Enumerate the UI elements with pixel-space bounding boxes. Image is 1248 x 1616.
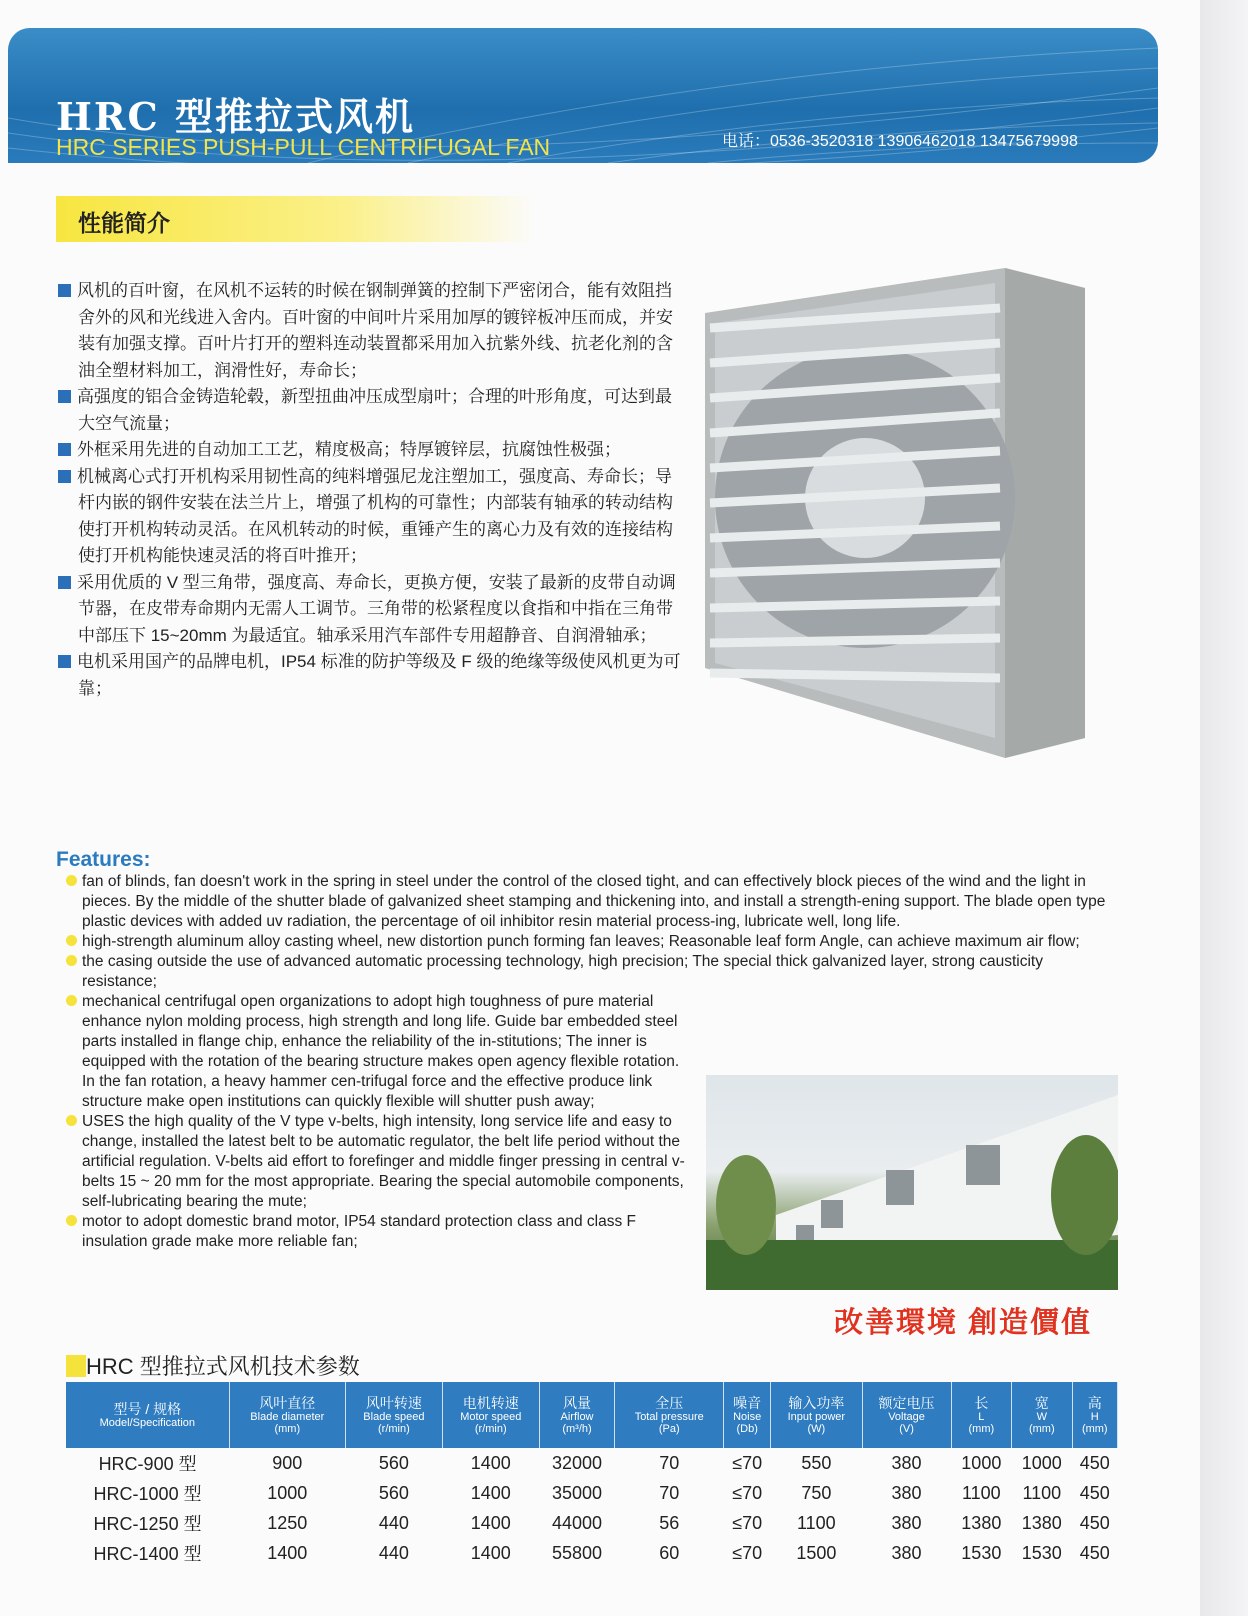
table-cell: 70 [659,1452,680,1473]
header-unit: (r/min) [378,1422,410,1435]
column-header [345,1382,442,1448]
header-en: Total pressure [634,1410,704,1423]
header-cn: 宽 [1034,1394,1049,1411]
table-cell: 1400 [470,1452,511,1473]
list-item [66,872,1116,932]
table-cell: 1380 [961,1512,1002,1533]
column-header [771,1382,862,1448]
header-en: W [1036,1410,1047,1423]
bullet-square-icon [58,576,71,589]
header-unit: (mm) [1081,1422,1108,1435]
table-row [66,1448,1118,1478]
table-cell: 1400 [470,1512,511,1533]
header-en: Airflow [560,1410,594,1423]
table-cell: HRC-1000 型 [93,1484,202,1504]
header-cn: 风叶直径 [259,1394,316,1411]
item-text: high-strength aluminum alloy casting wheel, new distortion punch forming fan leaves; Reasonable leaf form Angle, can achieve maximum air flow; [82,933,1080,950]
header-unit: (r/min) [474,1422,507,1435]
bullet-square-icon [58,284,71,297]
table-cell: 1000 [267,1482,308,1503]
header-en: L [978,1410,985,1423]
table-cell: 450 [1079,1542,1110,1563]
header-en: Model/Specification [99,1416,196,1429]
table-cell: 44000 [551,1512,603,1533]
header-cn: 输入功率 [788,1394,845,1411]
header-en: Motor speed [460,1410,522,1423]
item-text: 电机采用国产的品牌电机，IP54 标准的防护等级及 F 级的绝缘等级使风机更为可靠； [77,652,681,698]
page-subtitle: HRC SERIES PUSH-PULL CENTRIFUGAL FAN [56,134,551,160]
header-cn: 风量 [563,1394,592,1411]
bullet-square-icon [58,470,71,483]
features-heading: Features: [56,848,151,871]
header-cn: 额定电压 [878,1394,935,1411]
header-cn: 长 [974,1394,989,1411]
item-text: 风机的百叶窗，在风机不运转的时候在钢制弹簧的控制下严密闭合，能有效阻挡舍外的风和光线进入舍内。百叶窗的中间叶片采用加厚的镀锌板冲压而成，并安装有加强支撑。百叶片打开的塑料连动装置都采用加入抗紫外线、抗老化剂的含油全塑材料加工，润滑性好，寿命长； [77,281,673,380]
heading-marker-icon [66,1355,86,1377]
table-cell: ≤70 [732,1542,763,1563]
table-cell: 32000 [551,1452,603,1473]
table-cell: 70 [659,1482,680,1503]
table-cell: ≤70 [732,1452,763,1473]
bullet-dot-icon [66,935,77,946]
item-text: the casing outside the use of advanced automatic processing technology, high precision; The special thick galvanized layer, strong causticity resistance; [82,953,1043,990]
header-cn: 风叶转速 [365,1394,422,1411]
table-cell: 60 [659,1542,680,1563]
phone-numbers: 电话：0536-3520318 13906462018 13475679998 [722,133,1078,150]
item-text: 机械离心式打开机构采用韧性高的纯料增强尼龙注塑加工，强度高、寿命长；导杆内嵌的钢件安装在法兰片上，增强了机构的可靠性；内部装有轴承的转动结构使打开机构转动灵活。在风机转动的时候，重锤产生的离心力及有效的连接结构使打开机构能快速灵活的将百叶推开； [77,466,673,565]
table-cell: 35000 [551,1482,603,1503]
list-item [66,1212,690,1252]
header-en: Blade speed [363,1410,425,1423]
header-unit: (m³/h) [562,1422,592,1435]
list-item [58,437,688,464]
bullet-dot-icon [66,955,77,966]
header-cn: 电机转速 [462,1394,519,1411]
column-header [724,1382,771,1448]
table-cell: 1100 [961,1482,1001,1503]
table-cell: 1530 [961,1542,1002,1563]
header-en: Blade diameter [250,1410,325,1423]
list-item [58,570,688,650]
bullet-square-icon [58,390,71,403]
header-cn: 高 [1087,1394,1102,1411]
table-cell: 560 [378,1482,409,1503]
column-header [951,1382,1011,1448]
header-unit: (W) [807,1422,826,1435]
header-en: Input power [787,1410,846,1423]
column-header [1012,1382,1072,1448]
header-en: H [1090,1410,1099,1423]
table-cell: 750 [801,1482,832,1503]
table-row [66,1508,1118,1538]
item-text: fan of blinds, fan doesn't work in the spring in steel under the control of the closed tight, and can effectively block pieces of the wind and the light in pieces. By the middle of the shutter blade of galvanized sheet stamping and thickening into, and install a strength-ening support. The blade open type plastic devices with added uv radiation, the percentage of oil inhibitor resin material process-ing, lubricate well, long life. [82,873,1106,930]
header-cn: 全压 [655,1394,684,1411]
specs-heading-text: HRC 型推拉式风机技术参数 [86,1354,360,1379]
table-cell: 550 [801,1452,832,1473]
list-item [58,649,688,702]
table-cell: HRC-1400 型 [93,1544,202,1564]
page-title: HRC 型推拉式风机 [56,94,415,139]
table-cell: 560 [378,1452,409,1473]
header-cn: 噪音 [733,1394,762,1411]
bullet-square-icon [58,655,71,668]
list-item [66,932,1116,952]
table-cell: 900 [272,1452,303,1473]
table-cell: 1530 [1021,1542,1062,1563]
column-header [1072,1382,1117,1448]
list-item [58,464,688,570]
table-cell: HRC-900 型 [98,1454,197,1474]
header-cn: 型号 / 规格 [113,1400,182,1417]
specs-table [66,1382,1118,1568]
item-text: mechanical centrifugal open organizations to adopt high toughness of pure material enhance nylon molding process, high strength and long life. Guide bar embedded steel parts installed in flange chip, enhance the reliability of the in-stitutions; The inner is equipped with the rotation of the bearing structure makes open agency flexible rotation. In the fan rotation, a heavy hammer cen-trifugal force and the effective produce link structure make open institutions can quickly flexible will shutter push away; [82,993,680,1110]
item-text: 外框采用先进的自动加工工艺，精度极高；特厚镀锌层，抗腐蚀性极强； [77,440,621,459]
column-header [66,1382,229,1448]
page-edge [1200,0,1248,1616]
table-row [66,1538,1118,1568]
table-cell: ≤70 [732,1482,763,1503]
item-text: 高强度的铝合金铸造轮毂，新型扭曲冲压成型扇叶；合理的叶形角度，可达到最大空气流量； [77,387,672,433]
table-cell: 380 [891,1482,922,1503]
table-cell: 1000 [961,1452,1002,1473]
table-cell: HRC-1250 型 [93,1514,202,1534]
column-header [229,1382,345,1448]
table-cell: 55800 [551,1542,603,1563]
fan-product-image [705,268,1085,758]
table-row [66,1478,1118,1508]
header-unit: (mm) [1028,1422,1055,1435]
specs-heading [66,1350,360,1381]
table-cell: 380 [891,1542,922,1563]
list-item [66,952,1116,992]
greenhouse-illustration [706,1075,1118,1290]
list-item [58,278,688,384]
table-cell: 440 [378,1542,409,1563]
table-cell: 380 [891,1452,922,1473]
header-unit: (V) [899,1422,914,1435]
bullet-dot-icon [66,1215,77,1226]
table-cell: 1380 [1021,1512,1062,1533]
table-cell: 1400 [470,1542,511,1563]
table-cell: 380 [891,1512,922,1533]
table-cell: ≤70 [732,1512,763,1533]
item-text: motor to adopt domestic brand motor, IP54 standard protection class and class F insulation grade make more reliable fan; [82,1213,636,1250]
column-header [539,1382,615,1448]
greenhouse-photo [706,1075,1118,1290]
table-cell: 440 [378,1512,409,1533]
table-cell: 1100 [1022,1482,1062,1503]
slogan: 改善環境 創造價值 [834,1307,1093,1339]
list-item [66,1112,690,1212]
table-cell: 1100 [796,1512,836,1533]
list-item [58,384,688,437]
table-cell: 1250 [267,1512,308,1533]
header-unit: (Db) [736,1422,758,1435]
performance-list [58,278,688,702]
header-en: Noise [733,1410,762,1423]
column-header [615,1382,724,1448]
table-cell: 1400 [470,1482,511,1503]
bullet-dot-icon [66,995,77,1006]
table-cell: 1500 [796,1542,837,1563]
column-header [442,1382,539,1448]
performance-heading-bar [56,196,536,242]
column-header [862,1382,951,1448]
item-text: 采用优质的 V 型三角带，强度高、寿命长，更换方便，安装了最新的皮带自动调节器，在皮带寿命期内无需人工调节。三角带的松紧程度以食指和中指在三角带中部压下 15~20mm 为最适宜。轴承采用汽车部件专用超静音、自润滑轴承； [77,572,676,645]
bullet-square-icon [58,443,71,456]
table-cell: 1400 [267,1542,308,1563]
table-cell: 450 [1079,1512,1110,1533]
header-unit: (Pa) [658,1422,680,1435]
list-item [66,992,690,1112]
item-text: USES the high quality of the V type v-belts, high intensity, long service life and easy to change, installed the latest belt to be automatic regulator, the belt life period without the artificial regulation. V-belts aid effort to forefinger and middle finger pressing in central v-belts 15 ~ 20 mm for the most appropriate. Bearing the special automobile components, self-lubricating bearing the mute; [82,1113,685,1210]
header-unit: (mm) [274,1422,301,1435]
table-cell: 56 [659,1512,680,1533]
table-cell: 450 [1079,1482,1110,1503]
table-cell: 1000 [1021,1452,1062,1473]
bullet-dot-icon [66,875,77,886]
performance-heading: 性能简介 [78,210,170,236]
header-unit: (mm) [968,1422,995,1435]
header-en: Voltage [888,1410,925,1423]
table-cell: 450 [1079,1452,1110,1473]
bullet-dot-icon [66,1115,77,1126]
